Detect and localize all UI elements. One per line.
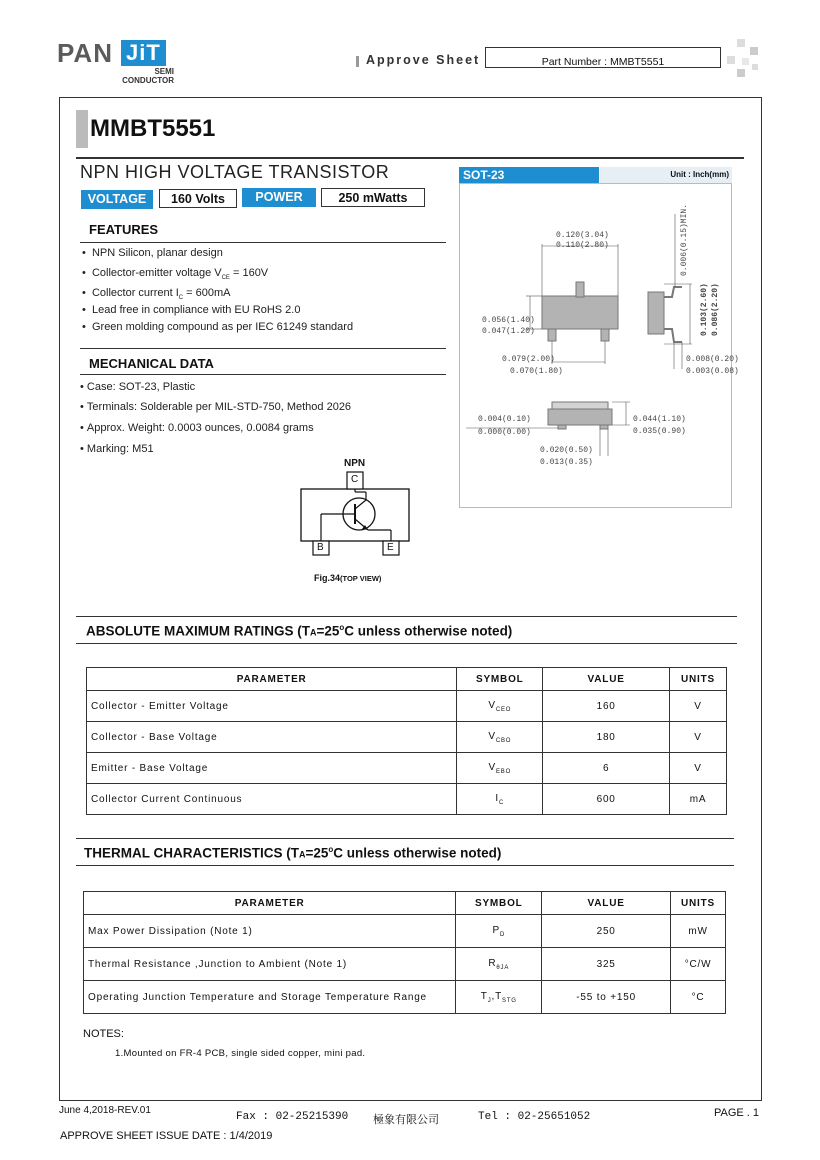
abs-max-heading xyxy=(86,623,512,639)
mechanical-item: • Terminals: Solderable per MIL-STD-750, Method 2026 xyxy=(80,401,352,413)
unit-cell: V xyxy=(670,722,727,753)
table-row xyxy=(84,915,726,948)
thermal-heading-sup: o xyxy=(328,845,334,854)
thermal-heading-sub: A xyxy=(299,849,306,860)
logo-jit-text: JiT xyxy=(121,40,166,66)
figure-caption-small: (TOP VIEW) xyxy=(340,574,382,583)
dim-side-h2: 0.086(2.20) xyxy=(711,283,720,336)
abs-max-heading-sup: o xyxy=(339,623,345,632)
abs-max-top-rule xyxy=(76,616,737,617)
feature-item: • Collector-emitter voltage $V_{CE} = 160V$ xyxy=(82,267,269,282)
features-rule xyxy=(80,242,446,243)
value-cell: 180 xyxy=(543,722,670,753)
table-row xyxy=(84,948,726,981)
value-cell: 160 xyxy=(543,691,670,722)
npn-label: NPN xyxy=(344,458,366,469)
symbol-main: P xyxy=(492,924,500,936)
feature-item: • NPN Silicon, planar design xyxy=(82,247,223,259)
table-row xyxy=(84,981,726,1014)
footer-company: 極象有限公司 xyxy=(373,1114,439,1126)
symbol-main: T xyxy=(480,990,488,1002)
abs-max-heading-b: =25 xyxy=(316,623,340,639)
voltage-label-tag: VOLTAGE xyxy=(81,190,153,209)
value-cell: 250 xyxy=(542,915,671,948)
symbol-sub: C xyxy=(499,799,505,806)
feature-tail: = 160V xyxy=(229,267,269,279)
voltage-value-tag: 160 Volts xyxy=(159,189,237,208)
features-heading: FEATURES xyxy=(89,222,159,237)
symbol-main: V xyxy=(488,730,496,742)
symbol-cell xyxy=(457,784,543,815)
unit-cell: mW xyxy=(671,915,726,948)
footer-fax: Fax : 02-25215390 xyxy=(236,1111,349,1123)
pin-c-label: C xyxy=(351,474,359,485)
unit-cell: °C/W xyxy=(671,948,726,981)
part-number-text: Part Number : MMBT5551 xyxy=(541,56,665,68)
logo-sub-conductor: CONDUCTOR xyxy=(122,76,174,85)
feature-tail: = 600mA xyxy=(183,287,231,299)
thermal-table xyxy=(83,891,726,1014)
symbol-cell xyxy=(457,722,543,753)
dim-pitch1: 0.079(2.00) xyxy=(502,355,555,364)
unit-cell: V xyxy=(670,753,727,784)
dim-top-w1: 0.120(3.04) xyxy=(556,231,609,240)
mechanical-text: Case: SOT-23, Plastic xyxy=(86,381,196,393)
feature-text: NPN Silicon, planar design xyxy=(91,247,223,259)
col-header: SYMBOL xyxy=(456,892,542,915)
thermal-top-rule xyxy=(76,838,734,839)
feature-text: Lead free in compliance with EU RoHS 2.0 xyxy=(91,304,301,316)
thermal-heading xyxy=(84,845,501,861)
dim-top-w2: 0.110(2.80) xyxy=(556,241,609,250)
col-header: VALUE xyxy=(543,668,670,691)
symbol-main: V xyxy=(488,761,496,773)
package-name: SOT-23 xyxy=(459,167,599,183)
footer-date: June 4,2018-REV.01 xyxy=(59,1105,151,1116)
notes-heading: NOTES: xyxy=(83,1028,124,1040)
power-label-tag: POWER xyxy=(242,188,316,207)
logo-subtitle xyxy=(121,67,174,85)
title-accent xyxy=(76,110,88,148)
mechanical-text: Approx. Weight: 0.0003 ounces, 0.0084 grams xyxy=(86,422,314,434)
thermal-heading-c: C unless otherwise noted) xyxy=(333,845,502,861)
dim-stand2: 0.000(0.00) xyxy=(478,428,531,437)
mechanical-heading: MECHANICAL DATA xyxy=(89,356,214,371)
dim-body-h1: 0.044(1.10) xyxy=(633,415,686,424)
page-title: MMBT5551 xyxy=(90,115,216,142)
thermal-heading-b: =25 xyxy=(305,845,329,861)
symbol-sub: CEO xyxy=(495,706,512,713)
dim-pitch2: 0.070(1.80) xyxy=(510,367,563,376)
value-cell: 600 xyxy=(543,784,670,815)
abs-max-heading-sub: A xyxy=(309,627,317,638)
dim-lead-w1: 0.020(0.50) xyxy=(540,446,593,455)
page-subtitle: NPN HIGH VOLTAGE TRANSISTOR xyxy=(80,162,390,182)
param-cell: Collector - Base Voltage xyxy=(87,722,457,753)
symbol-main-2: ,T xyxy=(491,990,503,1002)
abs-max-table xyxy=(86,667,727,815)
footer-issue-date: APPROVE SHEET ISSUE DATE : 1/4/2019 xyxy=(60,1130,273,1142)
param-cell: Thermal Resistance ,Junction to Ambient (Note 1) xyxy=(84,948,456,981)
approve-sheet-label: Approve Sheet xyxy=(366,53,481,67)
symbol-sub: θJA xyxy=(496,964,510,971)
col-header: PARAMETER xyxy=(84,892,456,915)
feature-text: Green molding compound as per IEC 61249 standard xyxy=(91,321,354,333)
power-value-tag: 250 mWatts xyxy=(321,188,425,207)
symbol-main: V xyxy=(488,699,496,711)
symbol-cell xyxy=(457,691,543,722)
feature-sub: C xyxy=(178,295,184,302)
symbol-sub: D xyxy=(499,931,506,938)
symbol-sub: EBO xyxy=(495,768,512,775)
mechanical-top-rule xyxy=(80,348,446,349)
approve-bar-decoration xyxy=(356,56,359,67)
symbol-sub: J xyxy=(487,997,492,1004)
col-header: PARAMETER xyxy=(87,668,457,691)
logo-pan-text: PAN xyxy=(57,38,113,68)
note-1: 1.Mounted on FR-4 PCB, single sided copper, mini pad. xyxy=(115,1048,366,1059)
dim-lead-t1: 0.008(0.20) xyxy=(686,355,739,364)
feature-sub: CE xyxy=(221,275,230,282)
col-header: SYMBOL xyxy=(457,668,543,691)
mechanical-text: Marking: M51 xyxy=(86,443,154,455)
dim-lead-w2: 0.013(0.35) xyxy=(540,458,593,467)
thermal-heading-a: THERMAL CHARACTERISTICS (T xyxy=(84,845,299,861)
table-row xyxy=(87,753,727,784)
part-number-box xyxy=(485,47,721,68)
feature-text: Collector current I xyxy=(91,287,179,299)
footer-page: PAGE . 1 xyxy=(714,1107,760,1119)
mechanical-item: • Marking: M51 xyxy=(80,443,154,455)
table-row xyxy=(87,691,727,722)
pin-b-label: B xyxy=(317,542,324,553)
mechanical-item: • Approx. Weight: 0.0003 ounces, 0.0084 grams xyxy=(80,422,314,434)
logo-sub-semi: SEMI xyxy=(154,67,174,76)
col-header: VALUE xyxy=(542,892,671,915)
feature-item: • Collector current $I_C = 600mA$ xyxy=(82,287,231,302)
value-cell: 325 xyxy=(542,948,671,981)
col-header: UNITS xyxy=(671,892,726,915)
symbol-main: I xyxy=(495,792,499,804)
param-cell: Emitter - Base Voltage xyxy=(87,753,457,784)
symbol-sub: CBO xyxy=(495,737,512,744)
thermal-bottom-rule xyxy=(76,865,734,866)
mechanical-item: • Case: SOT-23, Plastic xyxy=(80,381,196,393)
feature-item: • Green molding compound as per IEC 61249 standard xyxy=(82,321,354,333)
abs-max-bottom-rule xyxy=(76,643,737,644)
package-unit: Unit : Inch(mm) xyxy=(600,167,732,183)
table-row xyxy=(87,784,727,815)
title-rule xyxy=(76,157,744,159)
mechanical-text: Terminals: Solderable per MIL-STD-750, Method 2026 xyxy=(86,401,352,413)
param-cell: Max Power Dissipation (Note 1) xyxy=(84,915,456,948)
dim-h2: 0.047(1.20) xyxy=(482,327,535,336)
dim-lead-min: 0.006(0.15)MIN. xyxy=(680,203,689,276)
symbol-cell xyxy=(457,753,543,784)
figure-caption xyxy=(314,573,381,583)
unit-cell: mA xyxy=(670,784,727,815)
value-cell: -55 to +150 xyxy=(542,981,671,1014)
symbol-main: R xyxy=(488,957,497,969)
table-row xyxy=(87,722,727,753)
param-cell: Collector - Emitter Voltage xyxy=(87,691,457,722)
footer-tel: Tel : 02-25651052 xyxy=(478,1111,591,1123)
col-header: UNITS xyxy=(670,668,727,691)
feature-item: • Lead free in compliance with EU RoHS 2.0 xyxy=(82,304,301,316)
unit-cell: °C xyxy=(671,981,726,1014)
dim-body-h2: 0.035(0.90) xyxy=(633,427,686,436)
symbol-cell xyxy=(456,915,542,948)
figure-caption-main: Fig.34 xyxy=(314,573,341,583)
symbol-cell xyxy=(456,948,542,981)
dim-lead-t2: 0.003(0.08) xyxy=(686,367,739,376)
pin-e-label: E xyxy=(387,542,394,553)
table-header-row xyxy=(87,668,727,691)
table-header-row xyxy=(84,892,726,915)
param-cell: Operating Junction Temperature and Storage Temperature Range xyxy=(84,981,456,1014)
mechanical-rule xyxy=(80,374,446,375)
unit-cell: V xyxy=(670,691,727,722)
feature-text: Collector-emitter voltage V xyxy=(91,267,222,279)
value-cell: 6 xyxy=(543,753,670,784)
abs-max-heading-a: ABSOLUTE MAXIMUM RATINGS (T xyxy=(86,623,310,639)
symbol-sub-2: STG xyxy=(502,997,517,1004)
dim-side-h1: 0.103(2.60) xyxy=(700,283,709,336)
symbol-cell xyxy=(456,981,542,1014)
dim-stand1: 0.004(0.10) xyxy=(478,415,531,424)
dim-h1: 0.056(1.40) xyxy=(482,316,535,325)
param-cell: Collector Current Continuous xyxy=(87,784,457,815)
abs-max-heading-c: C unless otherwise noted) xyxy=(344,623,513,639)
